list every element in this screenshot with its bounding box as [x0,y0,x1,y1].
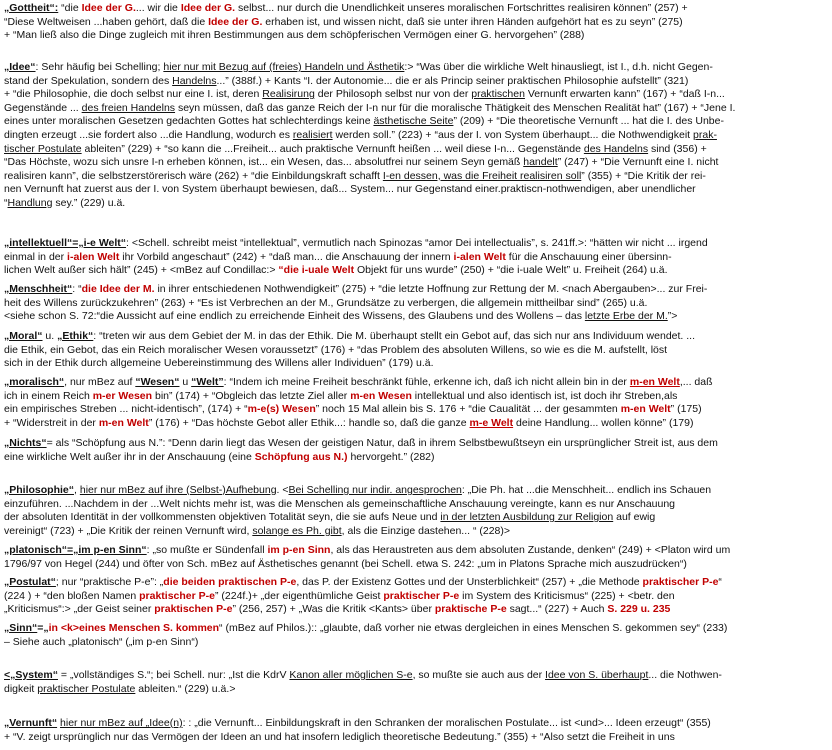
highlighted-phrase: in <k>eines Menschen S. kommen [48,622,220,634]
entry-text: , als das Heraustreten aus dem absoluten Zustande, denken“ (249) + <Platon wird um 1796/97 von Hegel (244) und öfter von Sch. mBez auf Ästhetisches genannt (bei Schell. etwa S. 242: „um in Platons Sprache mich auszudrücken“) [4,544,731,570]
entry-text: ” (256, 257) + „Was die Kritik <Kants> über [232,603,435,616]
entry-text: Bei Schelling nur indir. angesprochen [288,484,462,496]
entry-text: solange es Ph. gibt [252,524,342,537]
highlighted-phrase: Idee der G. [81,2,136,14]
entry-text: ”> [667,310,678,323]
highlighted-phrase: praktische P-e [434,603,507,616]
entry-keyword: „Idee“ [4,61,36,73]
entry-intellektuell [4,237,826,281]
highlighted-phrase: praktischer P-e [139,589,215,602]
entry-text: :> “Was über die wirkliche Welt hinausliegt, ist I., d.h. nicht Gegen- stand der Spekulation, sondern des [4,61,713,87]
entry-text: im System des Kriticismus“ (225) + <betr. den „Kriticismus“:> „der Geist seiner [4,589,675,616]
entry-text: in ihrer entschiedenen Nothwendigkeit” (275) + “die letzte Hoffnung zur Rettung der M. <nach Abergauben>... zur Frei- heit des Willens zurückzukehren” (263) + “Es ist Verbrechen an der M., Grundsätze zu verbergen, die allgemein mittheilbar sind” (265) u.ä. <siehe schon S. 72:“die Aussicht auf eine endlich zu erreichende Einheit des Wissens, des Glaubens und des Wollens – das [4,283,708,323]
entry-keyword: „platonisch“=„im p-en Sinn“ [4,544,147,556]
entry-nichts [4,437,826,467]
entry-text: : : „die Vernunft... Einbildungskraft in den Schranken der moralischen Postulate... ist <und>... Ideen erzeugt“ (355) + “V. zeigt ursprünglich nur das Vermögen der Ideen an und hat insofern lediglich theoretische Bedeutung.” (355) + “Also setzt die Freiheit in uns [4,717,711,743]
entry-text: ” (247) + “Die Vernunft eine I. nicht realisiren kann”, die selbstzerstörerisch wäre (262) + “die Einbildungskraft schafft [4,156,719,182]
entry-text: ; nur “praktische P-e”: „ [55,576,164,588]
entry-text: ...” (388f.) + Kants “I. der Autonomie... die er als Princip seiner praktischen Philosophie aufstellt” (321) + “die Philosophie, die doch selbst nur eine I. ist, deren [4,74,689,101]
entry-sinn [4,622,826,652]
highlighted-phrase: m-en Welt [629,376,680,388]
highlighted-phrase: m-en Welt [98,416,149,429]
entry-keyword: „Ethik“ [57,330,94,342]
highlighted-phrase: m-e Welt [469,416,514,429]
entry-philosophie [4,484,826,542]
entry-text: seyn müssen, daß das ganze Reich der I-n nur für die moralische Thätigkeit des Menschen Realität hat” (167) + “Jene I. eines unter moralischen Gesetzen gedachten Gottes hat schlechterdings keine [4,101,736,128]
entry-text: hervorgeht.” (282) [347,450,435,463]
entry-keyword: „Sinn“ [4,622,38,634]
highlighted-phrase: “die i-uale Welt [278,264,355,277]
entry-text: realisiert [292,128,333,141]
entry-text: praktischen [471,88,525,101]
entry-text: , so mußte sie auch aus der [412,669,546,681]
entry-text: selbst... nur durch die Unendlichkeit unseres moralischen Fortschrittes realisiren können” (257) + “Diese Weltweisen ...haben gehört, daß die [4,2,688,28]
entry-keyword: „Moral“ [4,330,43,342]
entry-keyword: „Menschheit“ [4,283,73,295]
highlighted-phrase: praktischen P-e [154,603,233,616]
entry-text: = als “Schöpfung aus N.”: “Denn darin liegt das Wesen der geistigen Natur, daß in ihrem Selbstbewußtseyn ein ursprünglicher Streit ist, aus dem eine wirkliche Welt außer ihr in der Anschauung (eine [4,437,718,463]
entry-vernunft [4,717,826,749]
highlighted-phrase: S. 229 u. 235 [607,603,671,616]
entry-menschheit [4,283,826,327]
entry-text: des freien Handelns [81,101,176,114]
entry-keyword: „Nichts“ [4,437,47,449]
entry-text: auf ewig vereinigt“ (723) + „Die Kritik der reinen Vernunft wird, [4,511,656,537]
entry-moral [4,330,826,374]
entry-text: u. [42,330,58,342]
entry-text: werden soll.” (223) + “aus der I. von System überhaupt... die Nothwendigkeit [332,128,694,141]
entry-text: erhaben ist, und wissen nicht, daß sie unter ihren Händen aufgehört hat es zu seyn” (275) + “Man ließ also die Dinge zugleich mit ihren Bestimmungen aus dem schöpferischen Vermögen einer G. hervorgehen” (288) [4,15,683,42]
entry-text: ihr Vorbild angeschaut” (242) + “daß man... die Anschauung der innern [119,250,454,263]
entry-keyword: „Philosophie“ [4,484,75,496]
entry-text: I-en dessen, was die Freiheit realisiren soll [382,169,582,182]
entry-text: deine Handlung... wollen könne” (179) [513,416,694,429]
entry-text: hier nur mBez auf „Idee(n) [60,717,183,729]
entry-text: hier nur mBez auf ihre (Selbst-)Aufhebung [79,484,277,496]
entry-text: Vernunft erwarten kann” (167) + “daß I-n... Gegenstände ... [4,88,725,114]
entry-keyword: “Welt” [191,376,224,388]
entry-text: ,... daß ich in einem Reich [4,376,713,402]
entry-text: in der letzten Ausbildung zur Religion [440,511,614,524]
entry-keyword: “Wesen“ [135,376,180,388]
highlighted-phrase: m-e(s) Wesen [247,403,316,416]
entry-text: ” noch 15 Mal allein bis S. 176 + “die Caualität ... der gesammten [315,403,621,416]
entry-text: : „Die Ph. hat ...die Menschheit... endlich ins Schauen einzuführen. ...Nachdem in der ...Welt nichts mehr ist, was die Menschen als gemeinschaftliche Anschauung vereingte, kann es nur Anschauung der absoluten Identität in der vollkommensten objektiven Totalität seyn, die sie aufs Neue und [4,484,712,524]
entry-text: : <Schell. schreibt meist “intellektual”, vermutlich nach Spinozas “amor Dei intellectualis”, s. 241ff.>: “hätten wir nicht ... irgend einmal in der [4,237,708,263]
entry-text: hier nur mit Bezug auf (freies) Handeln und Ästhetik [163,61,405,73]
highlighted-phrase: Idee der G. [208,15,263,28]
highlighted-phrase: m-en Welt [620,403,671,416]
highlighted-phrase: im p-en Sinn [267,544,331,556]
entry-postulat [4,576,826,620]
entry-text: “ (224 ) + “den bloßen Namen [4,576,722,602]
entry-keyword: „intellektuell“=„i-e Welt“ [4,237,127,249]
entry-text: Realisirung [262,88,315,101]
entry-text: : Sehr häufig bei Schelling; [35,61,164,73]
entry-text: sagt...“ (227) + Auch [506,603,608,616]
entry-text: des Handelns [583,142,649,155]
entry-text: , nur mBez auf [64,376,136,388]
entry-text: Idee von S. überhaupt [545,669,649,681]
highlighted-phrase: m-er Wesen [92,389,153,402]
entry-text: “die [58,2,82,14]
entry-keyword: =„ [37,622,49,634]
entry-text: : “Indem ich meine Freiheit beschränkt fühle, erkenne ich, daß ich nicht allein bin in der [223,376,630,388]
entry-text: ... wir die [135,2,181,14]
entry-text: Objekt für uns wurde” (250) + “die i-uale Welt” u. Freiheit (264) u.ä. [354,264,668,277]
entry-text: “ (mBez auf Philos.):: „glaubte, daß vorher nie etwas dergleichen in eines Menschen S. gekommen sey“ (233) – Siehe auch „platonisch“ („im p-en Sinn“) [4,622,728,648]
entry-text: ableiten” (229) + “so kann die ...Freiheit... auch praktische Vernunft heißen ... weil diese I-n... Gegenstände [81,142,584,155]
highlighted-phrase: Idee der G. [180,2,236,14]
entry-gottheit [4,2,826,58]
entry-text: praktischer Postulate [37,682,136,695]
highlighted-phrase: m-en Wesen [350,389,412,402]
highlighted-phrase: die Idee der M. [81,283,155,295]
entry-text: letzte Erbe der M. [584,310,668,323]
entry-idee [4,61,826,227]
entry-text: Kanon aller möglichen S-e [289,669,413,681]
entry-text: ... die Nothwen- digkeit [4,669,722,695]
highlighted-phrase: i-alen Welt [67,250,120,263]
entry-text: ” (355) + “Die Kritik der rei- nen Vernunft hat zuerst aus der I. von System überhaupt bewiesen, daß... System... nur Gegenstand einer.praktiscn-nothwendigen, aber unendlicher “ [4,169,706,209]
entry-system [4,669,826,699]
entry-text: , das P. der Existenz Gottes und der Unsterblichkeit“ (257) + „die Methode [296,576,643,588]
entry-platonisch [4,544,826,574]
entry-text: , [74,484,80,496]
entry-text: der Philosoph selbst nur von der [314,88,472,101]
entry-keyword: „Vernunft“ [4,717,58,729]
entry-keyword: <„System“ [4,669,58,681]
highlighted-phrase: praktischer P-e [383,589,460,602]
entry-text: : “treten wir aus dem Gebiet der M. in das der Ethik. Die M. überhaupt stellt ein Gebot auf, das sich nur ans Individuum wendet. ... die Ethik, ein Gebot, das ein Reich moralischer Wesen voraussetzt” (176) + “das Problem des absoluten Willens, so wie es die M. aufstellt, löst sich in der Ethik durch allgemeine Uebereinstimmung des Willens aller Individuen” (179) u.ä. [4,330,695,370]
entry-text: = „vollständiges S.“; bei Schell. nur: „Ist die KdrV [58,669,290,681]
highlighted-phrase: i-alen Welt [453,250,506,263]
entry-text: Handlung [7,196,53,209]
entry-keyword: „Gottheit“: [4,2,59,14]
entry-keyword: „moralisch“ [4,376,65,388]
entry-text: Handelns [172,74,217,87]
entry-text: bin” (174) + “Obgleich das letzte Ziel aller [152,389,351,402]
highlighted-phrase: die beiden praktischen P-e [163,576,297,588]
entry-text: für die Anschauung einer übersinn- lichen Welt außer sich hält” (245) + <mBez auf Condillac:> [4,250,672,277]
entry-text: sey.” (229) u.ä. [52,196,126,209]
highlighted-phrase: Schöpfung aus N.) [254,450,348,463]
entry-keyword: „Postulat“ [4,576,56,588]
highlighted-phrase: praktischer P-e [642,576,719,588]
entry-text: ” (224f.)+ „der eigenthümliche Geist [215,589,384,602]
entry-moralisch [4,376,826,434]
entry-text: ästhetische Seite [373,115,454,128]
entry-text: sind (356) + “Das Höchste, wozu sich unsre I-n erheben können, ist... ein Wesen, das... absolutfrei nur seinem Seyn gemäß [4,142,707,169]
entry-text: : „so mußte er Sündenfall [146,544,268,556]
entry-text: . < [276,484,289,496]
entry-text: prak- tischer Postulate [4,128,717,155]
entry-text: ableiten.“ (229) u.ä.> [135,682,236,695]
entry-text: : “ [72,283,82,295]
entry-text: u [179,376,192,388]
entry-text: ” (209) + “Die theoretische Vernunft ... hat die I. des Unbe- dingten erzeugt ...sie fordert also ...die Handlung, wodurch es [4,115,724,141]
entry-text: intellektual und also identisch ist, ist doch ihr Streben,als ein empirisches Streben ... nicht-identisch”, (174) + “ [4,389,678,416]
entry-text: , als die Einzige dastehen... “ (228)> [341,524,511,537]
entry-text: handelt [523,156,558,169]
entry-text: ” (175) + “Widerstreit in der [4,403,702,429]
entry-text: ” (176) + “Das höchste Gebot aller Ethik...: handle so, daß die ganze [148,416,470,429]
